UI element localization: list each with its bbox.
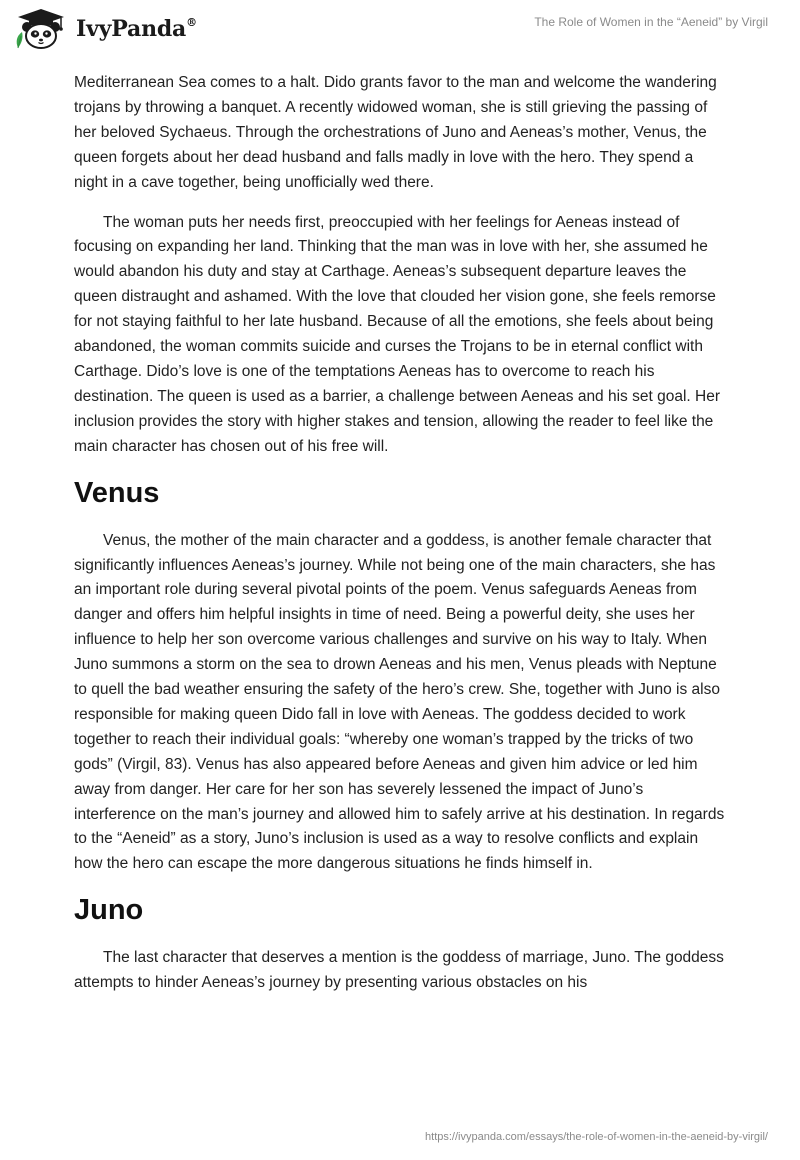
page-header [0,0,800,60]
document-title: The Role of Women in the “Aeneid” by Virgil [534,15,768,29]
heading-venus: Venus [74,476,160,509]
source-url-link[interactable]: https://ivypanda.com/essays/the-role-of-women-in-the-aeneid-by-virgil/ [425,1131,768,1143]
paragraph-juno: The last character that deserves a mention is the goddess of marriage, Juno. The goddess attempts to hinder Aeneas’s journey by presenting various obstacles on his [74,949,724,992]
brand-name: IvyPanda® [76,15,197,42]
paragraph-venus: Venus, the mother of the main character and a goddess, is another female character that significantly influences Aeneas’s journey. While not being one of the main characters, she has an important role during several pivotal points of the poem. Venus safeguards Aeneas from danger and offers him helpful insights in time of need. Being a powerful deity, she uses her influence to help her son overcome various challenges and survive on his way to Italy. When Juno summons a storm on the sea to drown Aeneas and his men, Venus pleads with Neptune to quell the bad weather ensuring the safety of the hero’s crew. She, together with Juno is also responsible for making queen Dido fall in love with Aeneas. The goddess decided to work together to reach their individual goals: “whereby one woman’s trapped by the tricks of two gods” (Virgil, 83). Venus has also appeared before Aeneas and given him advice or led him away from danger. Her care for her son has severely lessened the impact of Juno’s interference on the man’s journey and allowed him to safely arrive at his destination. In regards to the “Aeneid” as a story, Juno’s inclusion is used as a way to resolve conflicts and explain how the hero can escape the more dangerous situations he finds himself in. [74,531,725,873]
ivypanda-logo[interactable] [12,8,197,50]
paragraph-dido-departure: The woman puts her needs first, preoccupied with her feelings for Aeneas instead of focusing on expanding her land. Thinking that the man was in love with her, she assumed he would abandon his duty and stay at Carthage. Aeneas’s subsequent departure leaves the queen distraught and ashamed. With the love that clouded her vision gone, she feels remorse for not staying faithful to her late husband. Because of all the emotions, she feels about being abandoned, the woman commits suicide and curses the Trojans to be in eternal conflict with Carthage. Dido’s love is one of the temptations Aeneas has to overcome to reach his destination. The queen is used as a barrier, a challenge between Aeneas and his set goal. Her inclusion provides the story with higher stakes and tension, allowing the reader to feel like the main character has chosen out of his free will. [74,213,720,455]
essay-body [74,71,728,1011]
paragraph-dido-banquet: Mediterranean Sea comes to a halt. Dido grants favor to the man and welcome the wandering trojans by throwing a banquet. A recently widowed woman, she is still grieving the passing of her beloved Sychaeus. Through the orchestrations of Juno and Aeneas’s mother, Venus, the queen forgets about her dead husband and falls madly in love with the hero. They spend a night in a cave together, being unofficially wed there. [74,74,717,191]
panda-logo-icon [12,8,70,50]
heading-juno: Juno [74,894,144,927]
